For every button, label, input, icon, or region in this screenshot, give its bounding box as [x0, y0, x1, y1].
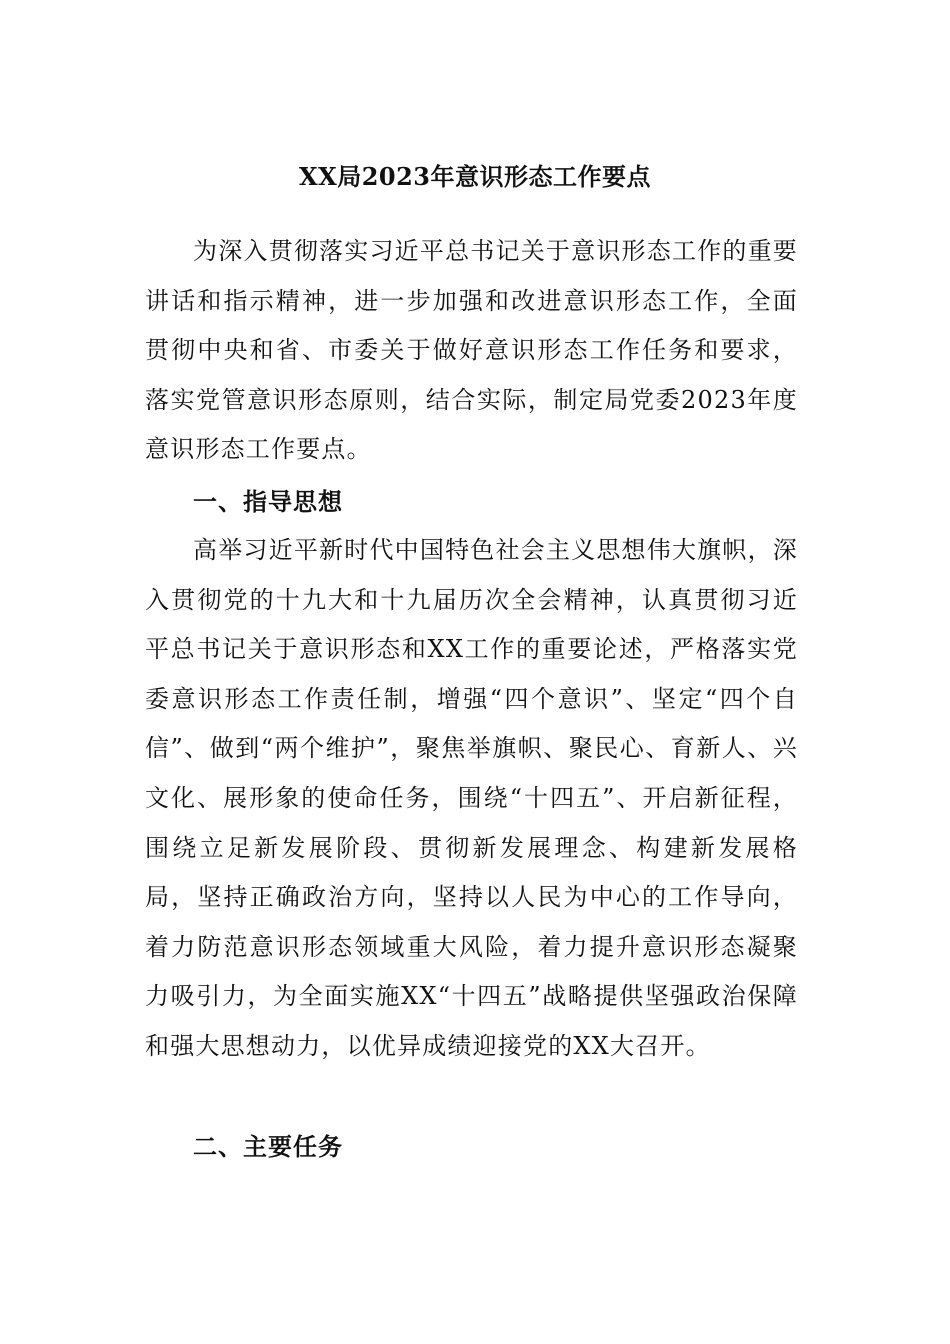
- intro-paragraph: 为深入贯彻落实习近平总书记关于意识形态工作的重要讲话和指示精神，进一步加强和改进意识形态工作，全面贯彻中央和省、市委关于做好意识形态工作任务和要求，落实党管意识形态原则，结合实际，制定局党委2023年度意识形态工作要点。: [145, 237, 798, 464]
- section-heading-main-tasks: 二、主要任务: [193, 1132, 343, 1161]
- document-title: XX局2023年意识形态工作要点: [298, 162, 652, 191]
- guiding-ideology-paragraph: 高举习近平新时代中国特色社会主义思想伟大旗帜，深入贯彻党的十九大和十九届历次全会精神，认真贯彻习近平总书记关于意识形态和XX工作的重要论述，严格落实党委意识形态工作责任制，增强“四个意识”、坚定“四个自信”、做到“两个维护”，聚焦举旗帜、聚民心、育新人、兴文化、展形象的使命任务，围绕“十四五”、开启新征程，围绕立足新发展阶段、贯彻新发展理念、构建新发展格局，坚持正确政治方向，坚持以人民为中心的工作导向，着力防范意识形态领域重大风险，着力提升意识形态凝聚力吸引力，为全面实施XX“十四五”战略提供坚强政治保障和强大思想动力，以优异成绩迎接党的XX大召开。: [145, 536, 798, 1060]
- section-heading-guiding-ideology: 一、指导思想: [193, 487, 343, 516]
